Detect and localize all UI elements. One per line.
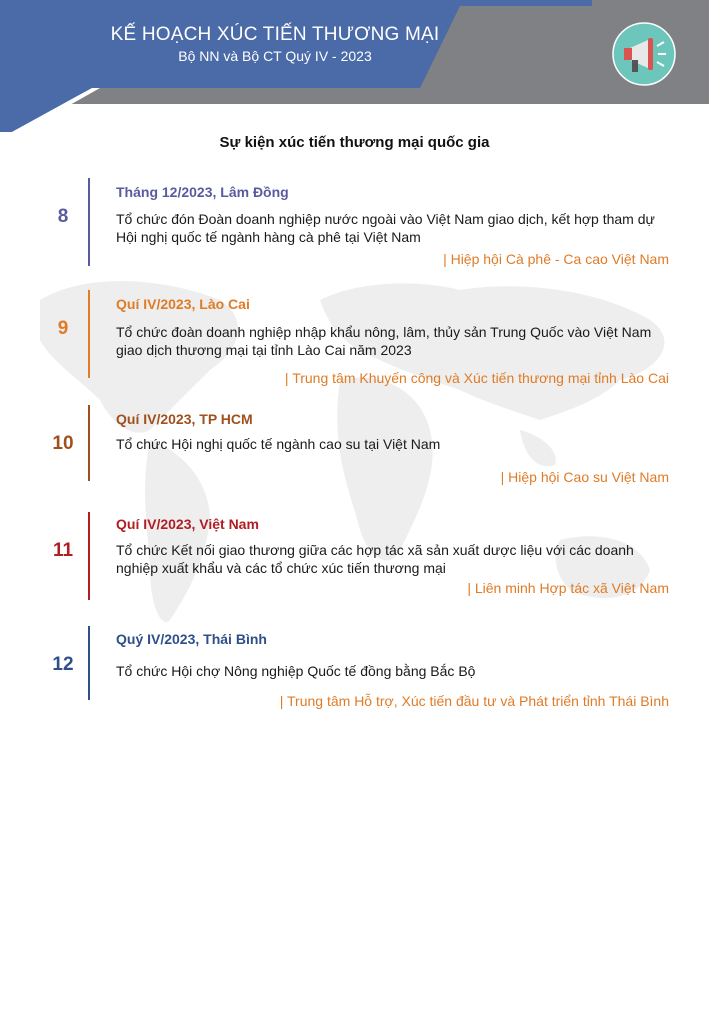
event-divider: [88, 512, 90, 600]
event-date-location: Quí IV/2023, TP HCM: [116, 411, 253, 427]
event-description: Tổ chức đoàn doanh nghiệp nhập khẩu nông, lâm, thủy sản Trung Quốc vào Việt Nam giao dịch thương mại tại tỉnh Lào Cai năm 2023: [116, 324, 652, 358]
event-description: Tổ chức đón Đoàn doanh nghiệp nước ngoài vào Việt Nam giao dịch, kết hợp tham dự Hội nghị quốc tế ngành hàng cà phê tại Việt Nam: [116, 211, 655, 245]
header-banner: [0, 0, 709, 132]
event-date-location: Quí IV/2023, Lào Cai: [116, 296, 250, 312]
event-organizer: | Trung tâm Khuyến công và Xúc tiến thương mại tỉnh Lào Cai: [284, 370, 669, 386]
megaphone-icon: [612, 22, 676, 86]
event-date-location: Quí IV/2023, Việt Nam: [116, 516, 259, 532]
event-number: 12: [52, 654, 74, 675]
event-description: Tổ chức Hội chợ Nông nghiệp Quốc tế đồng bằng Bắc Bộ: [116, 663, 476, 679]
header-subtitle: Bộ NN và Bộ CT Quý IV - 2023: [178, 48, 372, 64]
event-divider: [88, 290, 90, 378]
event-description: Tổ chức Hội nghị quốc tế ngành cao su tại Việt Nam: [116, 436, 441, 452]
header-title: KẾ HOẠCH XÚC TIẾN THƯƠNG MẠI: [110, 24, 440, 45]
section-title: Sự kiện xúc tiến thương mại quốc gia: [219, 134, 490, 151]
event-organizer: | Hiệp hội Cao su Việt Nam: [500, 469, 669, 485]
event-number: 8: [57, 206, 69, 227]
event-date-location: Tháng 12/2023, Lâm Đồng: [116, 184, 289, 200]
event-number: 11: [52, 540, 74, 561]
event-divider: [88, 626, 90, 700]
event-number: 10: [52, 433, 74, 454]
event-date-location: Quý IV/2023, Thái Bình: [116, 631, 267, 647]
event-organizer: | Hiệp hội Cà phê - Ca cao Việt Nam: [443, 251, 669, 267]
event-number: 9: [57, 318, 69, 339]
event-organizer: | Trung tâm Hỗ trợ, Xúc tiến đầu tư và Phát triển tỉnh Thái Bình: [279, 693, 669, 709]
event-organizer: | Liên minh Hợp tác xã Việt Nam: [467, 580, 669, 596]
event-description: Tổ chức Kết nối giao thương giữa các hợp tác xã sản xuất dược liệu với các doanh nghiệp xuất khẩu và các tổ chức xúc tiến thương mại: [116, 542, 634, 576]
event-divider: [88, 178, 90, 266]
event-divider: [88, 405, 90, 481]
